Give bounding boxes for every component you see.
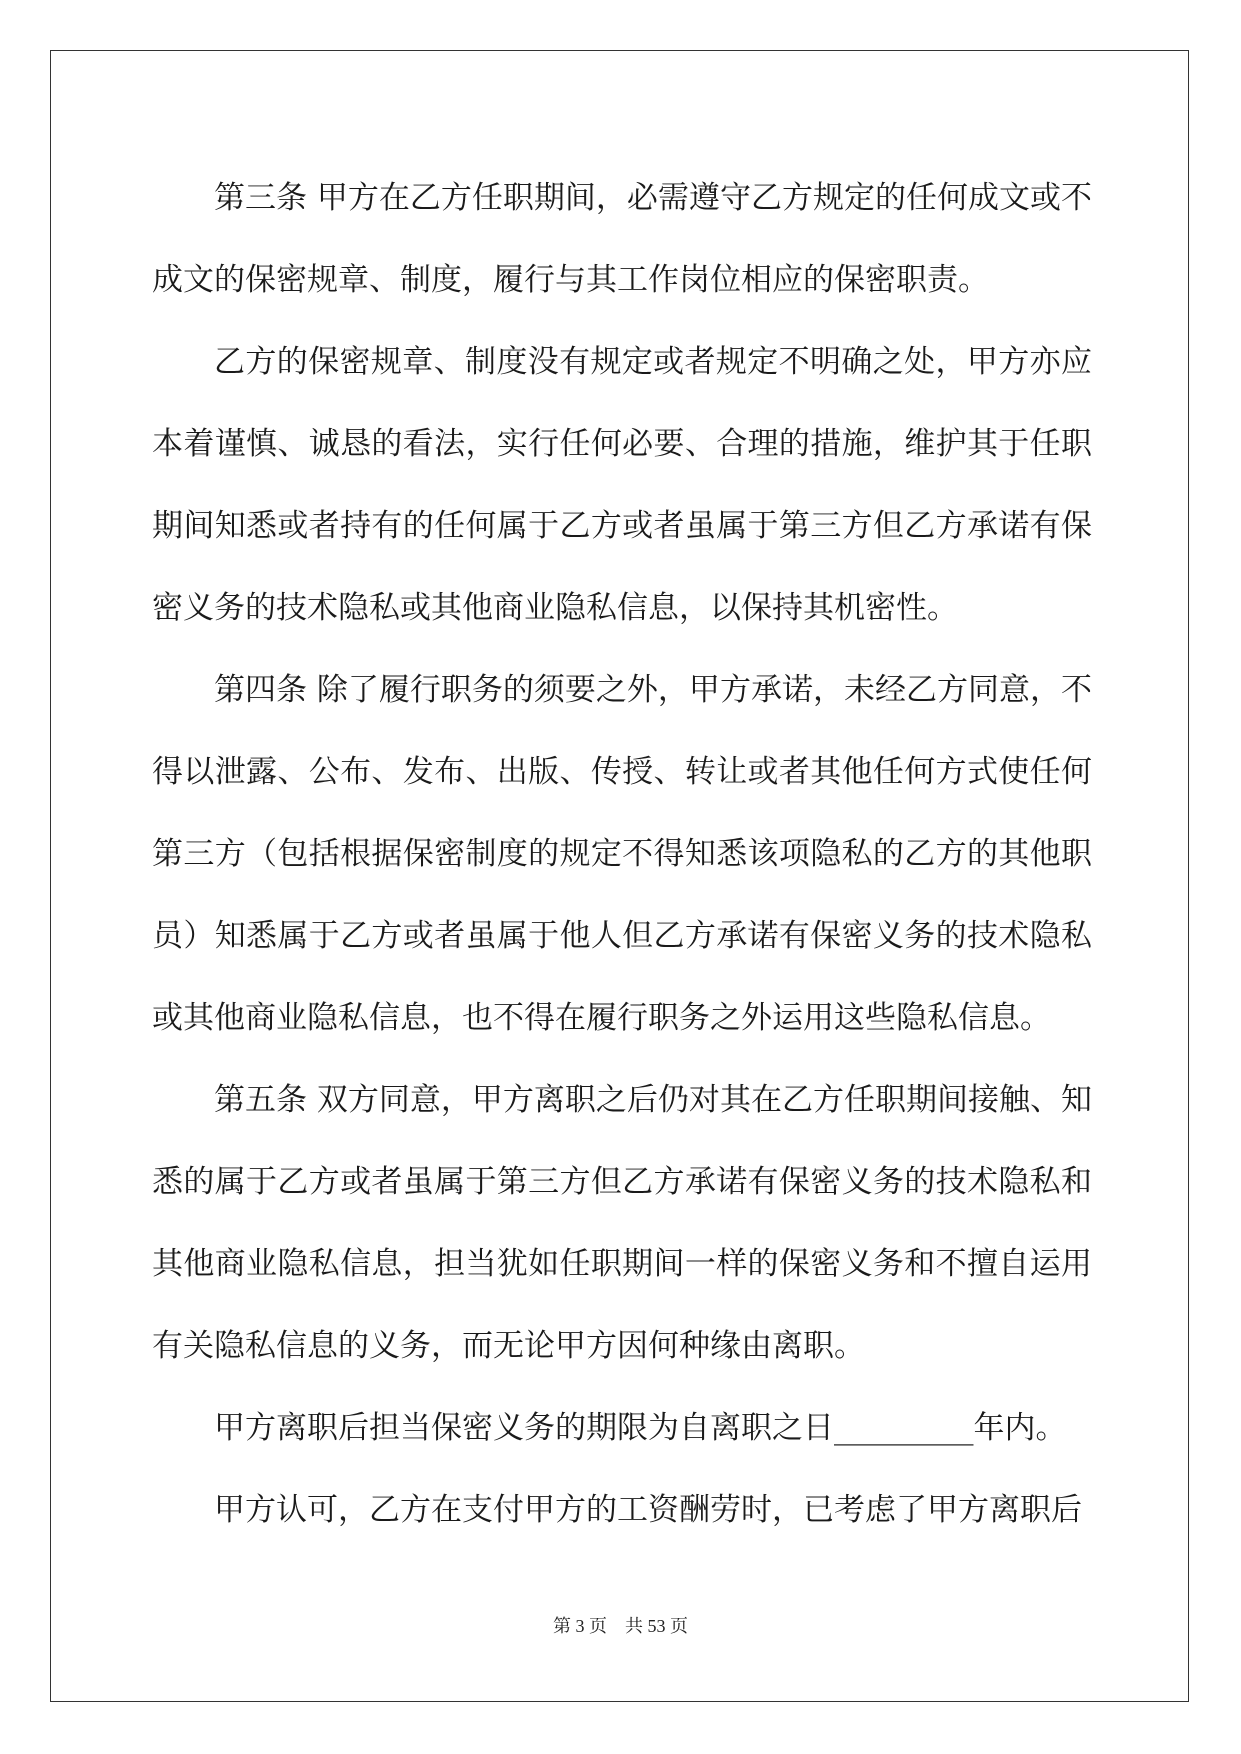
- paragraph-obligation-term: 甲方离职后担当保密义务的期限为自离职之日_________年内。: [214, 1410, 1067, 1446]
- document-body: [152, 157, 1092, 1551]
- page-number-label: 第 3 页 共 53 页: [553, 1616, 688, 1636]
- paragraph-compensation: 甲方认可，乙方在支付甲方的工资酬劳时，已考虑了甲方离职后: [214, 1492, 1082, 1528]
- paragraph-confidentiality-rules: 乙方的保密规章、制度没有规定或者规定不明确之处，甲方亦应本着谨慎、诚恳的看法，实行任何必要、合理的措施，维护其于任职期间知悉或者持有的任何属于乙方或者虽属于第三方但乙方承诺有保密义务的技术隐私或其他商业隐私信息，以保持其机密性。: [152, 344, 1092, 626]
- paragraph-article-5: 第五条 双方同意，甲方离职之后仍对其在乙方任职期间接触、知悉的属于乙方或者虽属于第三方但乙方承诺有保密义务的技术隐私和其他商业隐私信息，担当犹如任职期间一样的保密义务和不擅自运用有关隐私信息的义务，而无论甲方因何种缘由离职。: [152, 1082, 1092, 1364]
- paragraph-article-3: 第三条 甲方在乙方任职期间，必需遵守乙方规定的任何成文或不成文的保密规章、制度，履行与其工作岗位相应的保密职责。: [152, 180, 1092, 298]
- paragraph-article-4: 第四条 除了履行职务的须要之外，甲方承诺，未经乙方同意，不得以泄露、公布、发布、出版、传授、转让或者其他任何方式使任何第三方（包括根据保密制度的规定不得知悉该项隐私的乙方的其他职员）知悉属于乙方或者虽属于他人但乙方承诺有保密义务的技术隐私或其他商业隐私信息，也不得在履行职务之外运用这些隐私信息。: [152, 672, 1092, 1036]
- page-number-footer: [0, 1612, 1241, 1638]
